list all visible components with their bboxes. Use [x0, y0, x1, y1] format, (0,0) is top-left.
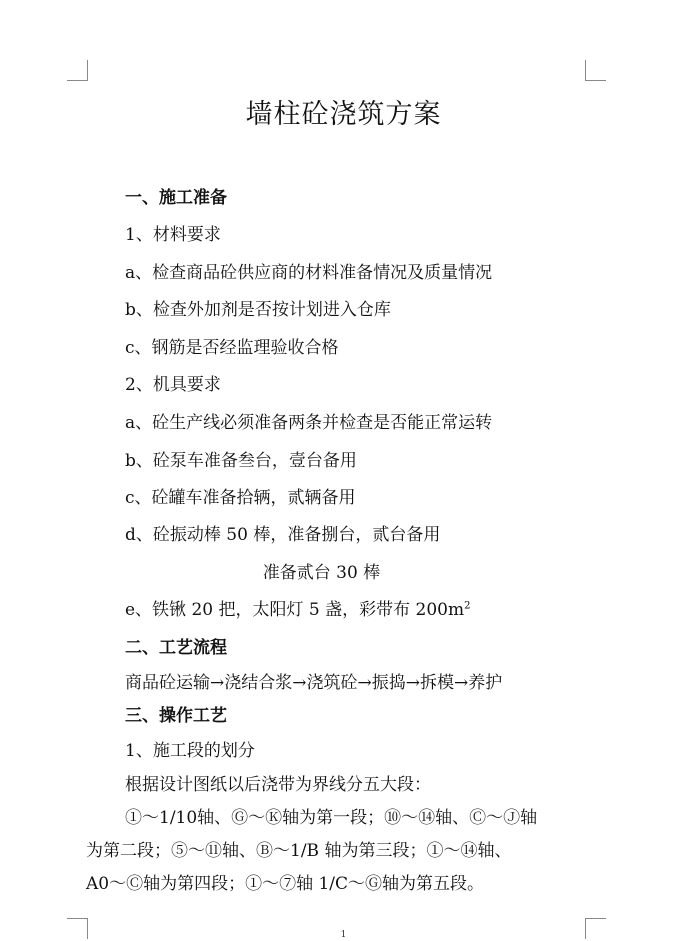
section-division-line-2: 为第二段；⑤～⑪轴、Ⓑ～1/B 轴为第三段；①～⑭轴、 [86, 841, 512, 861]
material-item-c: c、钢筋是否经监理验收合格 [125, 338, 339, 358]
section-heading-operation: 三、操作工艺 [125, 706, 227, 726]
equipment-item-c: c、砼罐车准备拾辆，贰辆备用 [125, 488, 356, 508]
subheading-equipment: 2、机具要求 [125, 375, 221, 395]
page-number: 1 [340, 930, 347, 940]
equipment-item-d-continued: 准备贰台 30 棒 [262, 563, 381, 583]
equipment-item-d: d、砼振动棒 50 棒，准备捌台，贰台备用 [125, 525, 441, 545]
section-heading-process-flow: 二、工艺流程 [125, 638, 227, 658]
process-flow-text: 商品砼运输→浇结合浆→浇筑砼→振捣→拆模→养护 [125, 673, 503, 693]
equipment-item-e [125, 595, 470, 620]
page-corner-mark-top-left [67, 60, 88, 81]
document-title: 墙柱砼浇筑方案 [245, 99, 442, 130]
equipment-item-b: b、砼泵车准备叁台，壹台备用 [125, 451, 357, 471]
subheading-construction-sections: 1、施工段的划分 [125, 741, 255, 761]
area-unit-exponent: 2 [464, 600, 471, 612]
section-division-line-1: ①～1/10轴、Ⓖ～Ⓚ轴为第一段；⑩～⑭轴、Ⓒ～Ⓙ轴 [125, 808, 538, 828]
section-division-line-3: A0～Ⓒ轴为第四段；①～⑦轴 1/C～Ⓖ轴为第五段。 [86, 874, 485, 894]
material-item-b: b、检查外加剂是否按计划进入仓库 [125, 300, 391, 320]
material-item-a: a、检查商品砼供应商的材料准备情况及质量情况 [125, 263, 493, 283]
equipment-item-e-text: e、铁锹 20 把，太阳灯 5 盏，彩带布 200m [125, 600, 465, 620]
page-corner-mark-top-right [585, 60, 606, 81]
section-division-intro: 根据设计图纸以后浇带为界线分五大段： [125, 775, 431, 795]
section-heading-preparation: 一、施工准备 [125, 188, 227, 208]
subheading-materials: 1、材料要求 [125, 225, 221, 245]
equipment-item-a: a、砼生产线必须准备两条并检查是否能正常运转 [125, 413, 493, 433]
